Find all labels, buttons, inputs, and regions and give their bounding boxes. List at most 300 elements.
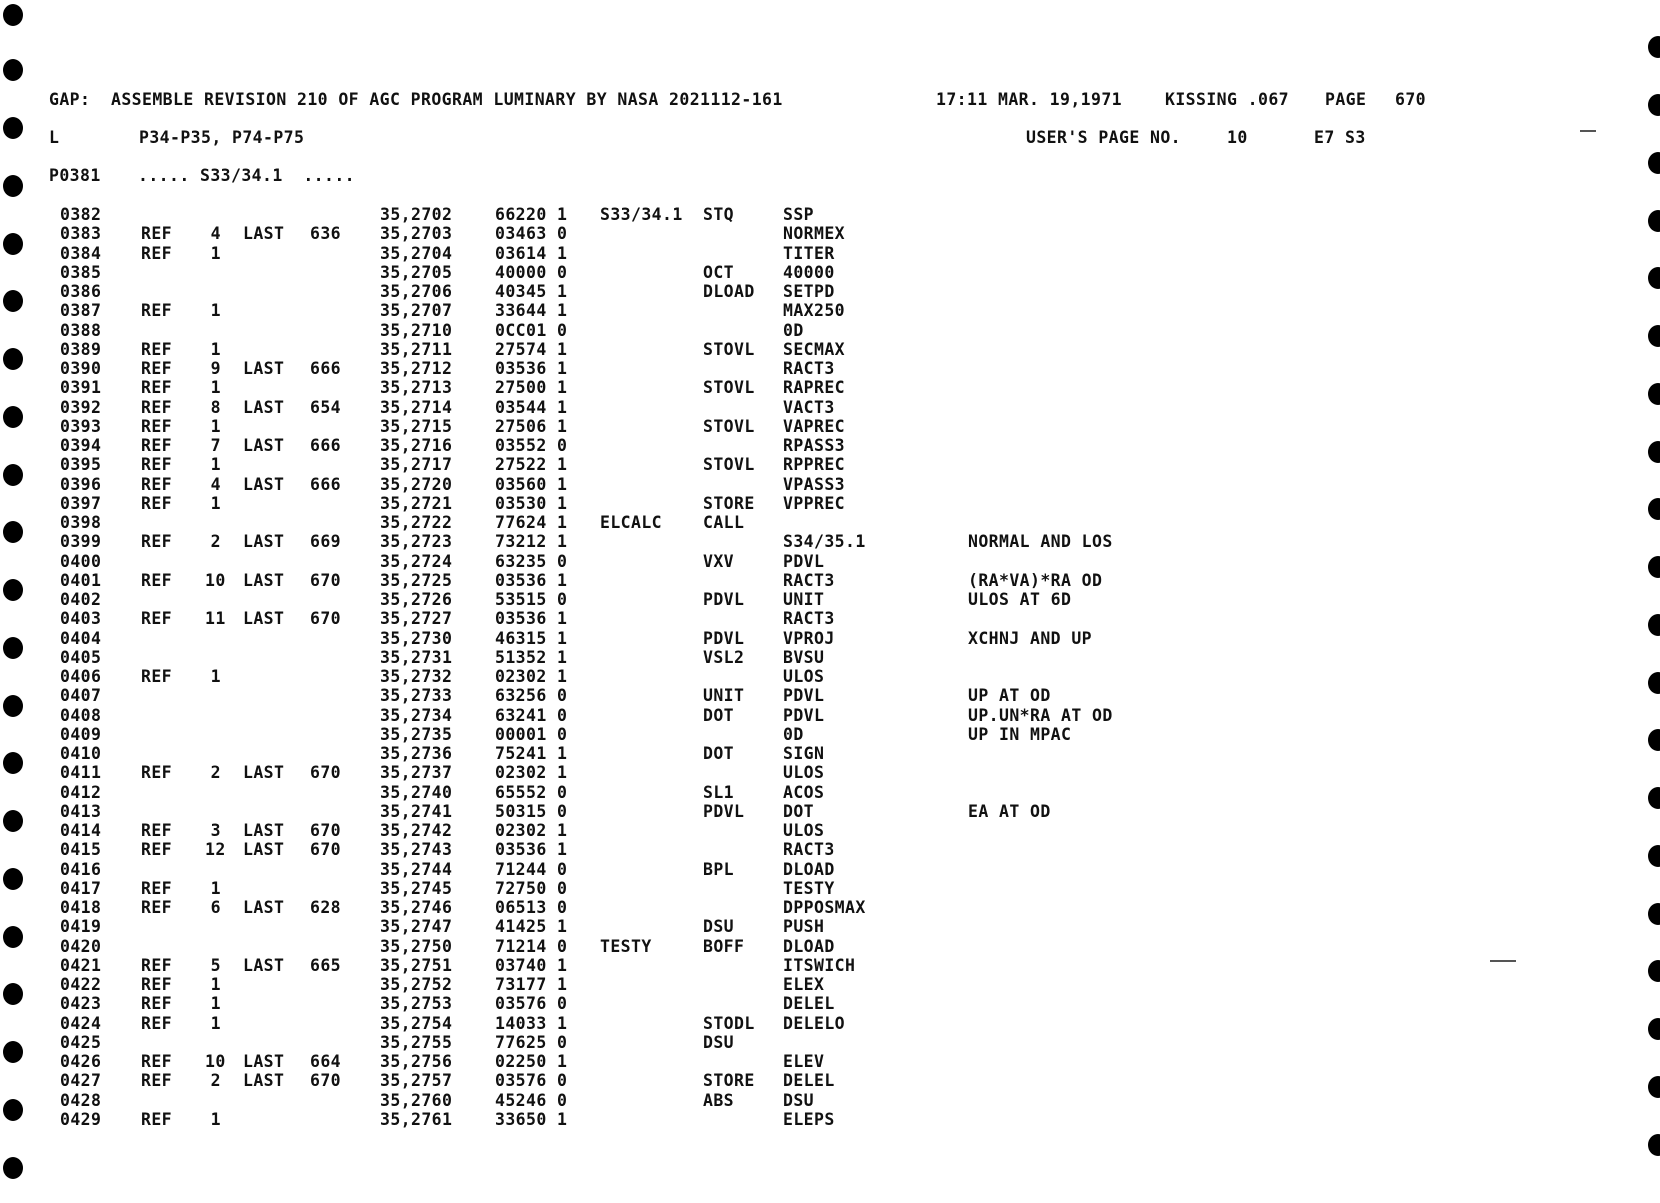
octal-word: 03544 1: [495, 397, 568, 417]
octal-word: 72750 0: [495, 878, 568, 898]
opcode: STOVL: [703, 339, 755, 359]
octal-word: 03560 1: [495, 474, 568, 494]
ref-marker: REF: [141, 1052, 173, 1071]
ref-marker: REF: [141, 821, 173, 840]
table-row: [0, 398, 1660, 417]
address: 35,2704: [380, 243, 453, 263]
table-row: [0, 590, 1660, 609]
operand: RACT3: [783, 840, 835, 860]
line-number: 0424: [60, 1013, 102, 1033]
octal-word: 46315 1: [495, 628, 568, 648]
table-row: [0, 860, 1660, 879]
octal-word: 27522 1: [495, 455, 568, 475]
line-number: 0384: [60, 243, 102, 263]
line-number: 0392: [60, 397, 102, 417]
page-label: PAGE: [1325, 90, 1367, 109]
operand: SSP: [783, 205, 815, 224]
section-title: ..... S33/34.1 .....: [138, 166, 356, 185]
comment: XCHNJ AND UP: [968, 628, 1093, 648]
ref-count: 10: [205, 1052, 226, 1071]
octal-word: 41425 1: [495, 917, 568, 937]
address: 35,2716: [380, 436, 453, 455]
address: 35,2742: [380, 821, 453, 840]
octal-word: 03576 0: [495, 1071, 568, 1091]
feed-hole-icon: [1648, 152, 1660, 174]
ref-marker: REF: [141, 493, 173, 513]
ref-count: 3: [210, 821, 221, 840]
address: 35,2761: [380, 1109, 453, 1129]
ref-count: 1: [210, 378, 221, 398]
opcode: CALL: [703, 513, 745, 532]
table-row: [0, 513, 1660, 532]
octal-word: 03536 1: [495, 609, 568, 629]
line-number: 0410: [60, 744, 102, 763]
address: 35,2747: [380, 917, 453, 937]
ref-count: 12: [205, 840, 226, 860]
octal-word: 71244 0: [495, 859, 568, 879]
ref-count: 4: [210, 224, 221, 244]
operand: RPASS3: [783, 436, 846, 455]
operand: VACT3: [783, 397, 835, 417]
octal-word: 75241 1: [495, 744, 568, 763]
last-marker: LAST: [243, 840, 285, 860]
table-row: [0, 975, 1660, 994]
line-number: 0386: [60, 282, 102, 301]
last-page: 665: [310, 955, 342, 975]
opcode: STORE: [703, 493, 755, 513]
octal-word: 02250 1: [495, 1052, 568, 1071]
octal-word: 45246 0: [495, 1090, 568, 1110]
octal-word: 14033 1: [495, 1013, 568, 1033]
last-page: 670: [310, 840, 342, 860]
address: 35,2736: [380, 744, 453, 763]
ref-count: 2: [210, 763, 221, 783]
octal-word: 03463 0: [495, 224, 568, 244]
ref-count: 2: [210, 1071, 221, 1091]
table-row: [0, 648, 1660, 667]
octal-word: 02302 1: [495, 821, 568, 840]
line-number: 0394: [60, 436, 102, 455]
comment: UP AT OD: [968, 686, 1051, 706]
operand: ELEPS: [783, 1109, 835, 1129]
operand: DELEL: [783, 994, 835, 1014]
last-marker: LAST: [243, 821, 285, 840]
opcode: BOFF: [703, 936, 745, 956]
operand: RAPREC: [783, 378, 846, 398]
operand: RPPREC: [783, 455, 846, 475]
address: 35,2753: [380, 994, 453, 1014]
table-row: [0, 840, 1660, 859]
octal-word: 33644 1: [495, 301, 568, 321]
opcode: STQ: [703, 205, 735, 224]
address: 35,2744: [380, 859, 453, 879]
ref-marker: REF: [141, 224, 173, 244]
users-page-label: USER'S PAGE NO.: [1026, 128, 1182, 147]
address: 35,2732: [380, 667, 453, 686]
ref-marker: REF: [141, 975, 173, 994]
octal-word: 27574 1: [495, 339, 568, 359]
table-row: [0, 321, 1660, 340]
octal-word: 73212 1: [495, 532, 568, 552]
address: 35,2723: [380, 532, 453, 552]
address: 35,2712: [380, 359, 453, 378]
octal-word: 53515 0: [495, 590, 568, 609]
opcode: DOT: [703, 705, 735, 725]
address: 35,2721: [380, 493, 453, 513]
ref-count: 1: [210, 1013, 221, 1033]
ref-count: 1: [210, 493, 221, 513]
table-row: [0, 879, 1660, 898]
feed-hole-icon: [3, 4, 23, 26]
last-page: 670: [310, 821, 342, 840]
ref-count: 1: [210, 1109, 221, 1129]
address: 35,2746: [380, 898, 453, 917]
address: 35,2730: [380, 628, 453, 648]
line-number: 0418: [60, 898, 102, 917]
octal-word: 51352 1: [495, 647, 568, 667]
octal-word: 66220 1: [495, 205, 568, 224]
operand: 40000: [783, 262, 835, 282]
opcode: STODL: [703, 1013, 755, 1033]
line-number: 0397: [60, 493, 102, 513]
table-row: [0, 898, 1660, 917]
ref-marker: REF: [141, 397, 173, 417]
users-page-number: 10: [1227, 128, 1248, 147]
ref-count: 11: [205, 609, 226, 629]
line-number: 0412: [60, 782, 102, 802]
opcode: DSU: [703, 917, 735, 937]
octal-word: 02302 1: [495, 763, 568, 783]
last-marker: LAST: [243, 609, 285, 629]
octal-word: 00001 0: [495, 724, 568, 744]
feed-hole-icon: [3, 175, 23, 197]
opcode: UNIT: [703, 686, 745, 706]
octal-word: 71214 0: [495, 936, 568, 956]
line-number: 0393: [60, 416, 102, 436]
line-number: 0400: [60, 551, 102, 571]
address: 35,2734: [380, 705, 453, 725]
address: 35,2710: [380, 320, 453, 340]
line-number: 0414: [60, 821, 102, 840]
operand: 0D: [783, 320, 804, 340]
opcode: STOVL: [703, 455, 755, 475]
ref-count: 1: [210, 994, 221, 1014]
operand: S34/35.1: [783, 532, 866, 552]
table-row: [0, 263, 1660, 282]
last-marker: LAST: [243, 898, 285, 917]
last-marker: LAST: [243, 397, 285, 417]
ref-count: 1: [210, 975, 221, 994]
ref-marker: REF: [141, 359, 173, 378]
line-number: 0396: [60, 474, 102, 494]
ref-count: 1: [210, 416, 221, 436]
feed-hole-icon: [3, 117, 23, 139]
table-row: [0, 783, 1660, 802]
octal-word: 77624 1: [495, 513, 568, 532]
operand: RACT3: [783, 609, 835, 629]
address: 35,2725: [380, 570, 453, 590]
operand: DOT: [783, 801, 815, 821]
address: 35,2717: [380, 455, 453, 475]
ref-marker: REF: [141, 416, 173, 436]
table-row: [0, 301, 1660, 320]
table-row: [0, 1071, 1660, 1090]
operand: DLOAD: [783, 936, 835, 956]
address: 35,2724: [380, 551, 453, 571]
line-number: 0409: [60, 724, 102, 744]
operand: ACOS: [783, 782, 825, 802]
last-page: 664: [310, 1052, 342, 1071]
opcode: DLOAD: [703, 282, 755, 301]
operand: NORMEX: [783, 224, 846, 244]
line-number: 0426: [60, 1052, 102, 1071]
operand: SIGN: [783, 744, 825, 763]
line-number: 0399: [60, 532, 102, 552]
feed-hole-icon: [3, 59, 23, 81]
ref-marker: REF: [141, 243, 173, 263]
operand: DELELO: [783, 1013, 846, 1033]
table-row: [0, 378, 1660, 397]
octal-word: 03536 1: [495, 840, 568, 860]
ref-count: 10: [205, 570, 226, 590]
operand: MAX250: [783, 301, 846, 321]
operand: PDVL: [783, 686, 825, 706]
last-page: 636: [310, 224, 342, 244]
table-row: [0, 224, 1660, 243]
feed-hole-icon: [1648, 94, 1660, 116]
ref-marker: REF: [141, 339, 173, 359]
last-marker: LAST: [243, 1052, 285, 1071]
last-marker: LAST: [243, 436, 285, 455]
last-page: 666: [310, 474, 342, 494]
operand: DELEL: [783, 1071, 835, 1091]
operand: PDVL: [783, 551, 825, 571]
ref-count: 2: [210, 532, 221, 552]
line-number: 0423: [60, 994, 102, 1014]
table-row: [0, 205, 1660, 224]
comment: NORMAL AND LOS: [968, 532, 1113, 552]
listing-datetime: 17:11 MAR. 19,1971: [936, 90, 1123, 109]
opcode: PDVL: [703, 801, 745, 821]
operand: ULOS: [783, 667, 825, 686]
feed-hole-icon: [3, 1157, 23, 1179]
ref-marker: REF: [141, 570, 173, 590]
table-row: [0, 686, 1660, 705]
line-number: 0383: [60, 224, 102, 244]
octal-word: 73177 1: [495, 975, 568, 994]
table-row: [0, 706, 1660, 725]
address: 35,2760: [380, 1090, 453, 1110]
address: 35,2705: [380, 262, 453, 282]
ref-marker: REF: [141, 1109, 173, 1129]
last-marker: LAST: [243, 763, 285, 783]
ref-count: 1: [210, 301, 221, 321]
line-number: 0422: [60, 975, 102, 994]
operand: SETPD: [783, 282, 835, 301]
table-row: [0, 802, 1660, 821]
table-row: [0, 340, 1660, 359]
operand: BVSU: [783, 647, 825, 667]
ref-count: 4: [210, 474, 221, 494]
opcode: DSU: [703, 1032, 735, 1052]
line-number: 0389: [60, 339, 102, 359]
ref-marker: REF: [141, 840, 173, 860]
line-number: 0405: [60, 647, 102, 667]
address: 35,2750: [380, 936, 453, 956]
feed-hole-icon: [1648, 1134, 1660, 1156]
operand: VPASS3: [783, 474, 846, 494]
scan-mark: [1580, 130, 1596, 132]
table-row: [0, 956, 1660, 975]
address: 35,2726: [380, 590, 453, 609]
last-marker: LAST: [243, 359, 285, 378]
line-number: 0402: [60, 590, 102, 609]
address: 35,2722: [380, 513, 453, 532]
table-row: [0, 937, 1660, 956]
octal-word: 03614 1: [495, 243, 568, 263]
label: ELCALC: [600, 513, 663, 532]
table-row: [0, 244, 1660, 263]
comment: UP.UN*RA AT OD: [968, 705, 1113, 725]
last-page: 670: [310, 570, 342, 590]
last-page: 666: [310, 359, 342, 378]
table-row: [0, 917, 1660, 936]
table-row: [0, 1091, 1660, 1110]
opcode: STORE: [703, 1071, 755, 1091]
last-page: 666: [310, 436, 342, 455]
octal-word: 33650 1: [495, 1109, 568, 1129]
operand: DLOAD: [783, 859, 835, 879]
operand: DSU: [783, 1090, 815, 1110]
octal-word: 27506 1: [495, 416, 568, 436]
table-row: [0, 821, 1660, 840]
operand: ITSWICH: [783, 955, 856, 975]
line-number: 0388: [60, 320, 102, 340]
ref-marker: REF: [141, 474, 173, 494]
ref-count: 5: [210, 955, 221, 975]
comment: (RA*VA)*RA OD: [968, 570, 1103, 590]
ref-count: 9: [210, 359, 221, 378]
operand: TESTY: [783, 878, 835, 898]
comment: ULOS AT 6D: [968, 590, 1072, 609]
ref-marker: REF: [141, 878, 173, 898]
line-number: 0407: [60, 686, 102, 706]
listing-title: GAP: ASSEMBLE REVISION 210 OF AGC PROGRAM LUMINARY BY NASA 2021112-161: [49, 90, 783, 109]
opcode: STOVL: [703, 378, 755, 398]
last-marker: LAST: [243, 224, 285, 244]
label: TESTY: [600, 936, 652, 956]
table-row: [0, 994, 1660, 1013]
address: 35,2711: [380, 339, 453, 359]
octal-word: 03576 0: [495, 994, 568, 1014]
address: 35,2703: [380, 224, 453, 244]
octal-word: 0CC01 0: [495, 320, 568, 340]
address: 35,2714: [380, 397, 453, 417]
octal-word: 40000 0: [495, 262, 568, 282]
listing-operator: KISSING .067: [1165, 90, 1290, 109]
line-number: 0428: [60, 1090, 102, 1110]
octal-word: 02302 1: [495, 667, 568, 686]
octal-word: 03740 1: [495, 955, 568, 975]
ref-marker: REF: [141, 1013, 173, 1033]
address: 35,2715: [380, 416, 453, 436]
address: 35,2706: [380, 282, 453, 301]
line-number: 0421: [60, 955, 102, 975]
operand: 0D: [783, 724, 804, 744]
opcode: PDVL: [703, 590, 745, 609]
octal-word: 03536 1: [495, 570, 568, 590]
octal-word: 40345 1: [495, 282, 568, 301]
last-page: 654: [310, 397, 342, 417]
line-number: 0395: [60, 455, 102, 475]
table-row: [0, 532, 1660, 551]
table-row: [0, 494, 1660, 513]
ref-count: 1: [210, 667, 221, 686]
line-number: 0404: [60, 628, 102, 648]
ref-marker: REF: [141, 1071, 173, 1091]
ref-marker: REF: [141, 609, 173, 629]
operand: RACT3: [783, 359, 835, 378]
operand: DPPOSMAX: [783, 898, 866, 917]
line-number: 0390: [60, 359, 102, 378]
octal-word: 06513 0: [495, 898, 568, 917]
ref-marker: REF: [141, 301, 173, 321]
ref-marker: REF: [141, 898, 173, 917]
octal-word: 63256 0: [495, 686, 568, 706]
label: S33/34.1: [600, 205, 683, 224]
address: 35,2740: [380, 782, 453, 802]
operand: ELEX: [783, 975, 825, 994]
line-number: 0401: [60, 570, 102, 590]
address: 35,2754: [380, 1013, 453, 1033]
address: 35,2745: [380, 878, 453, 898]
address: 35,2731: [380, 647, 453, 667]
octal-word: 03536 1: [495, 359, 568, 378]
opcode: PDVL: [703, 628, 745, 648]
opcode: BPL: [703, 859, 735, 879]
table-row: [0, 1033, 1660, 1052]
line-number: 0419: [60, 917, 102, 937]
address: 35,2755: [380, 1032, 453, 1052]
operand: VPROJ: [783, 628, 835, 648]
opcode: VSL2: [703, 647, 745, 667]
table-row: [0, 609, 1660, 628]
ref-marker: REF: [141, 955, 173, 975]
ref-count: 1: [210, 455, 221, 475]
line-number: 0403: [60, 609, 102, 629]
ref-count: 8: [210, 397, 221, 417]
address: 35,2751: [380, 955, 453, 975]
ref-count: 6: [210, 898, 221, 917]
line-number: 0427: [60, 1071, 102, 1091]
address: 35,2735: [380, 724, 453, 744]
ref-count: 1: [210, 339, 221, 359]
table-row: [0, 629, 1660, 648]
opcode: ABS: [703, 1090, 735, 1110]
table-row: [0, 1052, 1660, 1071]
table-row: [0, 359, 1660, 378]
table-row: [0, 552, 1660, 571]
operand: RACT3: [783, 570, 835, 590]
program-range: P34-P35, P74-P75: [139, 128, 305, 147]
table-row: [0, 1014, 1660, 1033]
operand: ULOS: [783, 763, 825, 783]
section-id: P0381: [49, 166, 101, 185]
address: 35,2713: [380, 378, 453, 398]
address: 35,2707: [380, 301, 453, 321]
line-number: 0429: [60, 1109, 102, 1129]
line-number: 0413: [60, 801, 102, 821]
